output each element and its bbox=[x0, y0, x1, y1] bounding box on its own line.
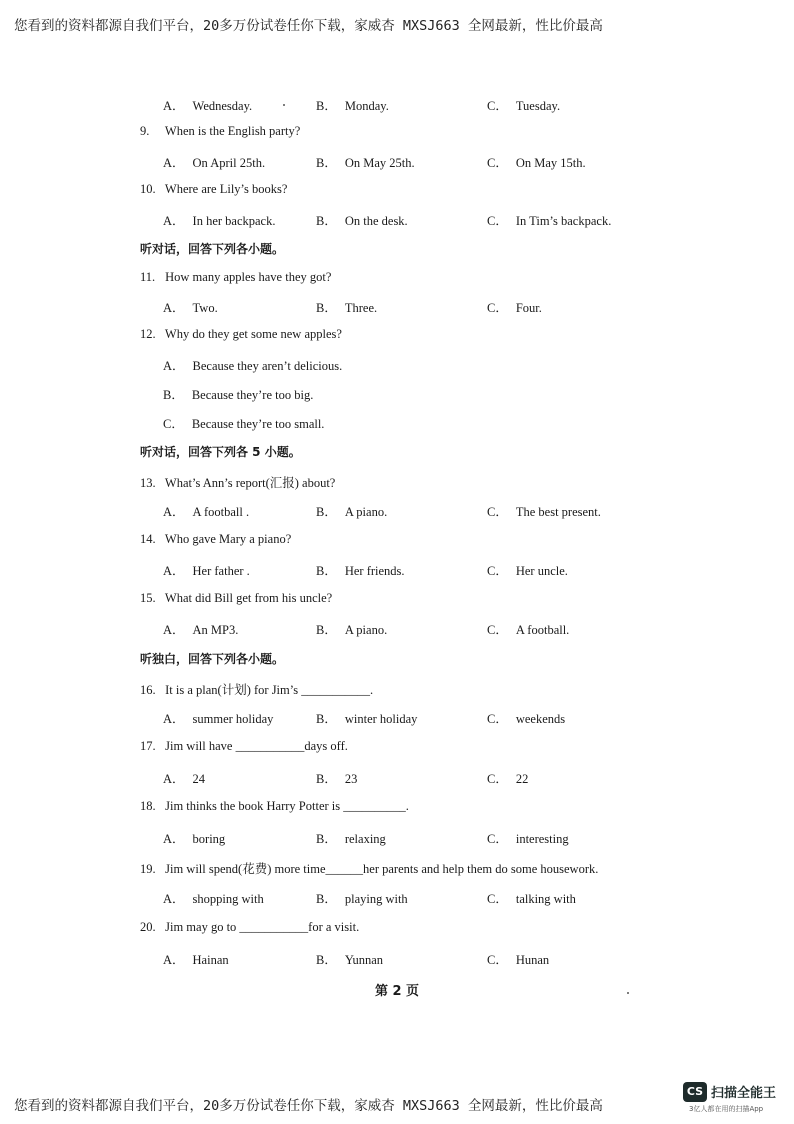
question-row bbox=[0, 739, 794, 759]
answer-option bbox=[487, 829, 569, 847]
option-text: Hunan bbox=[515, 953, 550, 967]
answer-option bbox=[163, 96, 252, 114]
question-row bbox=[0, 124, 794, 144]
answer-option bbox=[316, 889, 408, 907]
question-text: When is the English party? bbox=[164, 124, 301, 138]
question-number: 16. bbox=[140, 683, 156, 697]
option-letter: A． bbox=[163, 301, 185, 315]
question bbox=[140, 680, 373, 698]
option-letter: C． bbox=[487, 953, 508, 967]
option-text: Her father . bbox=[192, 564, 250, 578]
option-text: Because they’re too big. bbox=[191, 388, 314, 402]
option-text: Her uncle. bbox=[515, 564, 568, 578]
answer-options-row bbox=[0, 709, 794, 729]
section-instruction-row bbox=[0, 443, 794, 463]
option-letter: B． bbox=[316, 772, 337, 786]
option-text: summer holiday bbox=[192, 712, 274, 726]
option-letter: C． bbox=[487, 301, 508, 315]
option-text: relaxing bbox=[344, 832, 386, 846]
option-letter: C． bbox=[487, 156, 508, 170]
question-row bbox=[0, 920, 794, 940]
section-instruction: 听对话，回答下列各 5 小题。 bbox=[140, 445, 301, 459]
answer-option bbox=[316, 561, 405, 579]
answer-option bbox=[163, 298, 218, 316]
question bbox=[140, 182, 287, 197]
option-letter: A． bbox=[163, 892, 185, 906]
cs-badge-icon: CS bbox=[683, 1082, 707, 1102]
option-text: The best present. bbox=[515, 505, 601, 519]
question-number: 12. bbox=[140, 327, 156, 341]
option-text: interesting bbox=[515, 832, 569, 846]
answer-option-row bbox=[0, 385, 794, 405]
option-text: weekends bbox=[515, 712, 566, 726]
option-text: In Tim’s backpack. bbox=[515, 214, 612, 228]
option-letter: B． bbox=[316, 564, 337, 578]
logo-tagline: 3亿人都在用的扫描App bbox=[689, 1105, 764, 1113]
section-instruction: 听独白，回答下列各小题。 bbox=[140, 652, 285, 666]
answer-option bbox=[487, 769, 528, 787]
question-row bbox=[0, 270, 794, 290]
option-letter: C． bbox=[487, 99, 508, 113]
option-text: Four. bbox=[515, 301, 542, 315]
answer-options-row bbox=[0, 96, 794, 116]
question-text: How many apples have they got? bbox=[165, 270, 332, 284]
question-text: Jim may go to ___________for a visit. bbox=[165, 920, 360, 934]
answer-options-row bbox=[0, 829, 794, 849]
answer-option bbox=[487, 502, 601, 520]
question-row bbox=[0, 859, 794, 879]
option-text: An MP3. bbox=[192, 623, 239, 637]
option-text: Her friends. bbox=[344, 564, 405, 578]
page-number: 第 2 页 bbox=[374, 984, 420, 999]
option-text: 24 bbox=[192, 772, 206, 786]
answer-option bbox=[163, 950, 229, 968]
answer-options-row bbox=[0, 561, 794, 581]
question-number: 11. bbox=[140, 270, 156, 284]
option-letter: C． bbox=[487, 832, 508, 846]
option-text: In her backpack. bbox=[192, 214, 276, 228]
question bbox=[140, 270, 331, 285]
option-text: Three. bbox=[344, 301, 378, 315]
answer-options-row bbox=[0, 153, 794, 173]
option-text: Monday. bbox=[344, 99, 389, 113]
option-text: Wednesday. bbox=[192, 99, 253, 113]
answer-options-row bbox=[0, 502, 794, 522]
answer-option bbox=[487, 709, 565, 727]
logo-name: 扫描全能王 bbox=[711, 1086, 777, 1101]
answer-option bbox=[163, 502, 249, 520]
option-letter: B． bbox=[316, 505, 337, 519]
question-row bbox=[0, 473, 794, 493]
question-text: Jim thinks the book Harry Potter is __________. bbox=[165, 799, 409, 813]
question-number: 14. bbox=[140, 532, 156, 546]
question-text: What did Bill get from his uncle? bbox=[164, 591, 333, 605]
answer-options-row bbox=[0, 211, 794, 231]
answer-option-row bbox=[0, 356, 794, 376]
option-letter: A． bbox=[163, 156, 185, 170]
option-letter: A． bbox=[163, 359, 185, 373]
question bbox=[140, 473, 335, 491]
question-number: 18. bbox=[140, 799, 156, 813]
answer-option bbox=[163, 385, 313, 403]
answer-option bbox=[487, 561, 568, 579]
answer-option bbox=[487, 96, 560, 114]
answer-option bbox=[316, 298, 377, 316]
option-text: Yunnan bbox=[344, 953, 384, 967]
answer-options-row bbox=[0, 620, 794, 640]
option-letter: A． bbox=[163, 623, 185, 637]
option-letter: B． bbox=[316, 832, 337, 846]
answer-option bbox=[316, 829, 386, 847]
question-text: Why do they get some new apples? bbox=[164, 327, 342, 341]
scanner-app-logo bbox=[683, 1078, 793, 1118]
option-text: A football. bbox=[515, 623, 570, 637]
answer-option bbox=[163, 769, 205, 787]
option-letter: B． bbox=[316, 623, 337, 637]
question bbox=[140, 859, 598, 877]
answer-options-row bbox=[0, 950, 794, 970]
question-number: 15. bbox=[140, 591, 156, 605]
question bbox=[140, 124, 300, 139]
answer-option bbox=[316, 950, 383, 968]
option-text: Tuesday. bbox=[515, 99, 561, 113]
option-text: 23 bbox=[344, 772, 358, 786]
answer-option bbox=[163, 709, 273, 727]
option-letter: B． bbox=[316, 953, 337, 967]
question-number: 10. bbox=[140, 182, 156, 196]
question-text: It is a plan(计划) for Jim’s ___________. bbox=[165, 683, 374, 697]
footer-watermark-banner: 您看到的资料都源自我们平台，20多万份试卷任你下载，家威杏 MXSJ663 全网最新，性比价最高 bbox=[14, 1098, 603, 1114]
answer-option bbox=[487, 153, 586, 171]
answer-option bbox=[316, 620, 387, 638]
option-text: boring bbox=[192, 832, 226, 846]
option-text: A football . bbox=[192, 505, 250, 519]
question-number: 13. bbox=[140, 476, 156, 490]
option-letter: B． bbox=[316, 712, 337, 726]
question-row bbox=[0, 799, 794, 819]
answer-option bbox=[316, 769, 357, 787]
option-letter: A． bbox=[163, 564, 185, 578]
question-text: What’s Ann’s report(汇报) about? bbox=[164, 476, 336, 490]
option-letter: A． bbox=[163, 772, 185, 786]
question-row bbox=[0, 327, 794, 347]
answer-option bbox=[316, 96, 389, 114]
answer-option bbox=[163, 620, 238, 638]
question-number: 9. bbox=[140, 124, 150, 138]
question bbox=[140, 799, 409, 814]
question-row bbox=[0, 182, 794, 202]
option-letter: B． bbox=[163, 388, 184, 402]
option-letter: C． bbox=[487, 892, 508, 906]
question-row bbox=[0, 680, 794, 700]
answer-option bbox=[163, 889, 264, 907]
question-text: Who gave Mary a piano? bbox=[164, 532, 292, 546]
answer-option bbox=[487, 889, 576, 907]
option-text: Because they aren’t delicious. bbox=[192, 359, 343, 373]
section-instruction: 听对话，回答下列各小题。 bbox=[140, 242, 285, 256]
question-number: 19. bbox=[140, 862, 156, 876]
question bbox=[140, 532, 291, 547]
answer-option bbox=[487, 298, 542, 316]
answer-option bbox=[163, 211, 275, 229]
option-letter: A． bbox=[163, 505, 185, 519]
question-number: 17. bbox=[140, 739, 156, 753]
question bbox=[140, 327, 342, 342]
option-text: A piano. bbox=[344, 623, 388, 637]
answer-option bbox=[316, 502, 387, 520]
option-letter: C． bbox=[487, 623, 508, 637]
answer-option bbox=[163, 356, 342, 374]
option-letter: B． bbox=[316, 99, 337, 113]
header-watermark-banner: 您看到的资料都源自我们平台，20多万份试卷任你下载，家威杏 MXSJ663 全网最新，性比价最高 bbox=[14, 18, 603, 34]
scan-speck bbox=[283, 104, 285, 106]
option-letter: A． bbox=[163, 214, 185, 228]
option-text: On May 15th. bbox=[515, 156, 586, 170]
answer-option bbox=[487, 211, 611, 229]
option-text: winter holiday bbox=[344, 712, 418, 726]
answer-option bbox=[163, 153, 265, 171]
option-text: On April 25th. bbox=[192, 156, 266, 170]
option-letter: A． bbox=[163, 712, 185, 726]
option-letter: B． bbox=[316, 301, 337, 315]
option-text: Two. bbox=[192, 301, 218, 315]
answer-option bbox=[487, 620, 569, 638]
question-row bbox=[0, 532, 794, 552]
option-letter: C． bbox=[487, 214, 508, 228]
answer-option bbox=[487, 950, 549, 968]
answer-options-row bbox=[0, 298, 794, 318]
option-text: 22 bbox=[515, 772, 529, 786]
option-letter: A． bbox=[163, 953, 185, 967]
answer-option-row bbox=[0, 414, 794, 434]
option-text: shopping with bbox=[192, 892, 264, 906]
option-letter: C． bbox=[487, 505, 508, 519]
answer-options-row bbox=[0, 769, 794, 789]
question-text: Jim will spend(花费) more time______her parents and help them do some housework. bbox=[165, 862, 599, 876]
answer-option bbox=[316, 709, 417, 727]
option-letter: C． bbox=[487, 564, 508, 578]
option-text: talking with bbox=[515, 892, 576, 906]
option-letter: C． bbox=[487, 712, 508, 726]
option-letter: C． bbox=[163, 417, 184, 431]
question-text: Where are Lily’s books? bbox=[164, 182, 288, 196]
option-text: playing with bbox=[344, 892, 408, 906]
answer-option bbox=[163, 561, 250, 579]
answer-option bbox=[316, 153, 415, 171]
question-row bbox=[0, 591, 794, 611]
option-letter: B． bbox=[316, 214, 337, 228]
answer-option bbox=[316, 211, 408, 229]
option-letter: A． bbox=[163, 832, 185, 846]
scan-speck bbox=[627, 992, 629, 994]
option-letter: B． bbox=[316, 156, 337, 170]
section-instruction-row bbox=[0, 650, 794, 670]
question bbox=[140, 920, 359, 935]
option-text: On May 25th. bbox=[344, 156, 415, 170]
section-instruction-row bbox=[0, 240, 794, 260]
answer-option bbox=[163, 414, 324, 432]
option-text: Hainan bbox=[192, 953, 229, 967]
answer-option bbox=[163, 829, 225, 847]
question bbox=[140, 739, 348, 754]
option-text: On the desk. bbox=[344, 214, 408, 228]
question-text: Jim will have ___________days off. bbox=[165, 739, 348, 753]
answer-options-row bbox=[0, 889, 794, 909]
option-text: A piano. bbox=[344, 505, 388, 519]
question-number: 20. bbox=[140, 920, 156, 934]
question bbox=[140, 591, 332, 606]
option-letter: A． bbox=[163, 99, 185, 113]
option-text: Because they’re too small. bbox=[191, 417, 325, 431]
option-letter: B． bbox=[316, 892, 337, 906]
option-letter: C． bbox=[487, 772, 508, 786]
